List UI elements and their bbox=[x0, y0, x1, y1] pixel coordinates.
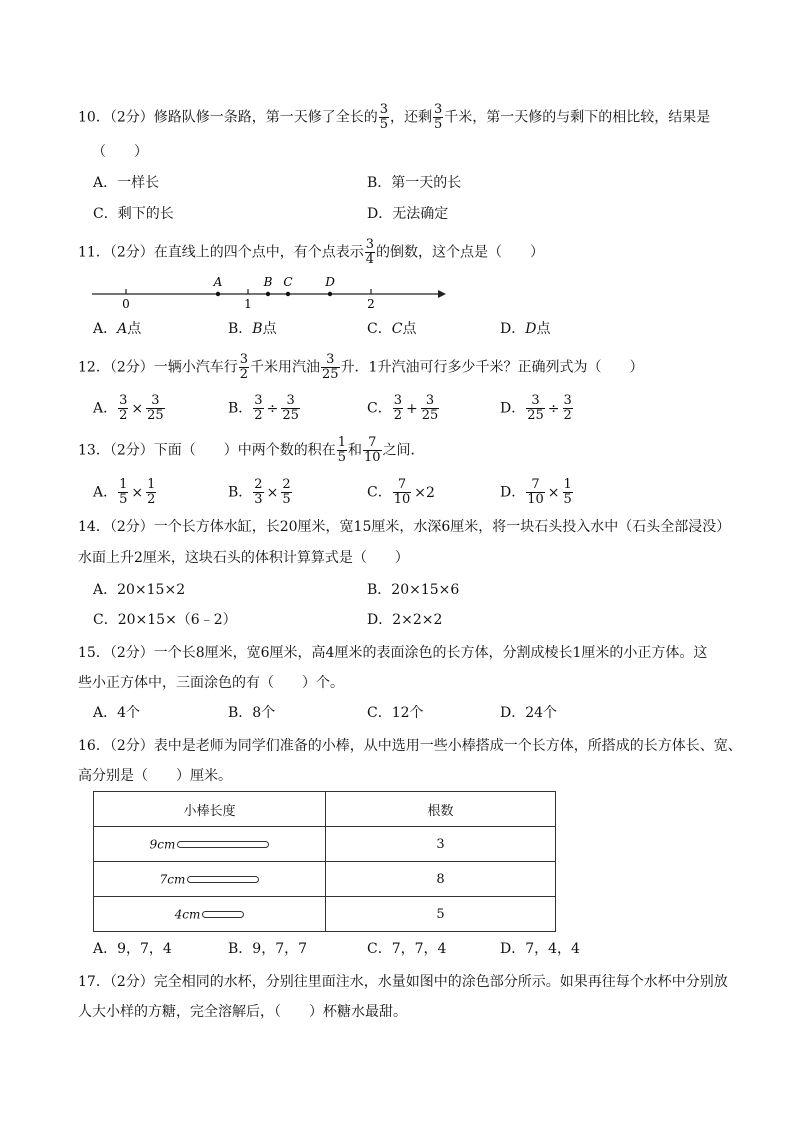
point-label-d: D bbox=[325, 275, 335, 289]
q16-option-b[interactable]: B．9，7，7 bbox=[228, 941, 308, 957]
header-count: 根数 bbox=[326, 792, 556, 827]
q11-option-c[interactable]: C．C点 bbox=[367, 321, 417, 337]
q17-line-1: 17．（2分）完全相同的水杯，分别往里面注水，水量如图中的涂色部分所示。如果再往每个水杯中分别放 bbox=[78, 974, 728, 990]
stick-bar bbox=[177, 841, 269, 848]
q16-line-2: 高分别是（ ）厘米。 bbox=[78, 768, 232, 784]
q11-option-b[interactable]: B．B点 bbox=[228, 321, 277, 337]
q10-stem: 10．（2分）修路队修一条路，第一天修了全长的 $\frac{3}{5}$ ，还剩 $\frac{3}{5}$ 千米，第一天修的与剩下的相比较，结果是 bbox=[78, 102, 711, 132]
q12-option-b[interactable]: B． $\frac{3}{2}$ ÷ $\frac{3}{25}$ bbox=[228, 393, 299, 423]
stick-length-label: 4cm bbox=[174, 907, 201, 921]
q12-option-c[interactable]: C． $\frac{3}{2}$ + $\frac{3}{25}$ bbox=[367, 393, 439, 423]
table-row bbox=[94, 827, 556, 862]
q10-option-c[interactable]: C．剩下的长 bbox=[93, 206, 174, 222]
point-d bbox=[328, 292, 332, 296]
q14-option-b[interactable]: B．20×15×6 bbox=[367, 582, 460, 598]
q12-option-d[interactable]: D． $\frac{3}{25}$ ÷ $\frac{3}{2}$ bbox=[500, 393, 572, 423]
fraction: $\frac{3}{4}$ bbox=[365, 237, 375, 267]
q15-option-a[interactable]: A．4个 bbox=[93, 705, 141, 721]
q12-option-a[interactable]: A． $\frac{3}{2}$ × $\frac{3}{25}$ bbox=[93, 393, 164, 423]
q15-line-1: 15．（2分）一个长8厘米，宽6厘米，高4厘米的表面涂色的长方体，分割成棱长1厘米的小正方体。这 bbox=[78, 645, 708, 661]
q16-option-d[interactable]: D．7，4，4 bbox=[500, 941, 580, 957]
header-length: 小棒长度 bbox=[94, 792, 326, 827]
stick-bar bbox=[202, 911, 244, 918]
q15-option-c[interactable]: C．12个 bbox=[367, 705, 424, 721]
point-label-c: C bbox=[283, 275, 293, 289]
stick-count: 8 bbox=[326, 862, 556, 897]
tick-label-2: 2 bbox=[367, 297, 375, 311]
stick-length-label: 7cm bbox=[159, 872, 186, 886]
q13-option-a[interactable]: A． $\frac{1}{5}$ × $\frac{1}{2}$ bbox=[93, 477, 156, 507]
fraction: $\frac{7}{10}$ bbox=[364, 435, 381, 465]
table-row bbox=[94, 862, 556, 897]
q15-option-b[interactable]: B．8个 bbox=[228, 705, 276, 721]
q13-option-b[interactable]: B． $\frac{2}{3}$ × $\frac{2}{5}$ bbox=[228, 477, 291, 507]
q10-option-d[interactable]: D．无法确定 bbox=[367, 206, 449, 222]
stick-count: 5 bbox=[326, 897, 556, 932]
fraction: $\frac{3}{2}$ bbox=[239, 352, 249, 382]
q14-line-1: 14．（2分）一个长方体水缸，长20厘米，宽15厘米，水深6厘米，将一块石头投入水中（石头全部浸没） bbox=[78, 519, 731, 535]
fraction: $\frac{3}{5}$ bbox=[379, 102, 389, 132]
number-line bbox=[88, 268, 458, 312]
q14-option-d[interactable]: D．2×2×2 bbox=[367, 612, 443, 628]
table-header-row bbox=[94, 792, 556, 827]
q16-option-c[interactable]: C．7，7，4 bbox=[367, 941, 447, 957]
q14-option-c[interactable]: C．20×15×（6﹣2） bbox=[93, 612, 237, 628]
table-row bbox=[94, 897, 556, 932]
q16-line-1: 16．（2分）表中是老师为同学们准备的小棒，从中选用一些小棒搭成一个长方体，所搭成的长方体长、宽、 bbox=[78, 738, 742, 754]
q10-option-a[interactable]: A．一样长 bbox=[93, 175, 160, 191]
fraction: $\frac{1}{5}$ bbox=[337, 435, 347, 465]
point-b bbox=[266, 292, 270, 296]
q12-stem: 12．（2分）一辆小汽车行 $\frac{3}{2}$ 千米用汽油 $\frac{3}{25}$ 升．1升汽油可行多少千米？正确列式为（ ） bbox=[78, 352, 644, 382]
tick-label-1: 1 bbox=[244, 297, 252, 311]
sticks-table bbox=[93, 791, 556, 932]
q15-option-d[interactable]: D．24个 bbox=[500, 705, 558, 721]
q13-option-c[interactable]: C． $\frac{7}{10}$ ×2 bbox=[367, 477, 435, 507]
q11-option-a[interactable]: A．A点 bbox=[93, 321, 142, 337]
q11-stem: 11．（2分）在直线上的四个点中，有个点表示 $\frac{3}{4}$ 的倒数，这个点是（ ） bbox=[78, 237, 545, 267]
point-label-a: A bbox=[213, 275, 223, 289]
q11-option-d[interactable]: D．D点 bbox=[500, 321, 551, 337]
stick-length-label: 9cm bbox=[149, 837, 176, 851]
q14-option-a[interactable]: A．20×15×2 bbox=[93, 582, 186, 598]
q14-line-2: 水面上升2厘米，这块石头的体积计算算式是（ ） bbox=[78, 550, 409, 566]
fraction: $\frac{3}{5}$ bbox=[434, 102, 443, 132]
stick-count: 3 bbox=[326, 827, 556, 862]
q17-line-2: 人大小样的方糖，完全溶解后，（ ）杯糖水最甜。 bbox=[78, 1004, 407, 1020]
q10-option-b[interactable]: B．第一天的长 bbox=[367, 175, 462, 191]
tick-label-0: 0 bbox=[122, 297, 130, 311]
stick-bar bbox=[187, 876, 259, 883]
point-label-b: B bbox=[263, 275, 273, 289]
q13-option-d[interactable]: D． $\frac{7}{10}$ × $\frac{1}{5}$ bbox=[500, 477, 572, 507]
q16-option-a[interactable]: A．9，7，4 bbox=[93, 941, 172, 957]
q13-stem: 13．（2分）下面（ ）中两个数的积在 $\frac{1}{5}$ 和 $\frac{7}{10}$ 之间． bbox=[78, 435, 425, 465]
arrow-icon bbox=[438, 290, 446, 298]
point-c bbox=[286, 292, 290, 296]
point-a bbox=[216, 292, 220, 296]
fraction: $\frac{3}{25}$ bbox=[322, 352, 339, 382]
q10-blank: （ ） bbox=[92, 144, 148, 160]
q15-line-2: 些小正方体中，三面涂色的有（ ）个。 bbox=[78, 675, 344, 691]
